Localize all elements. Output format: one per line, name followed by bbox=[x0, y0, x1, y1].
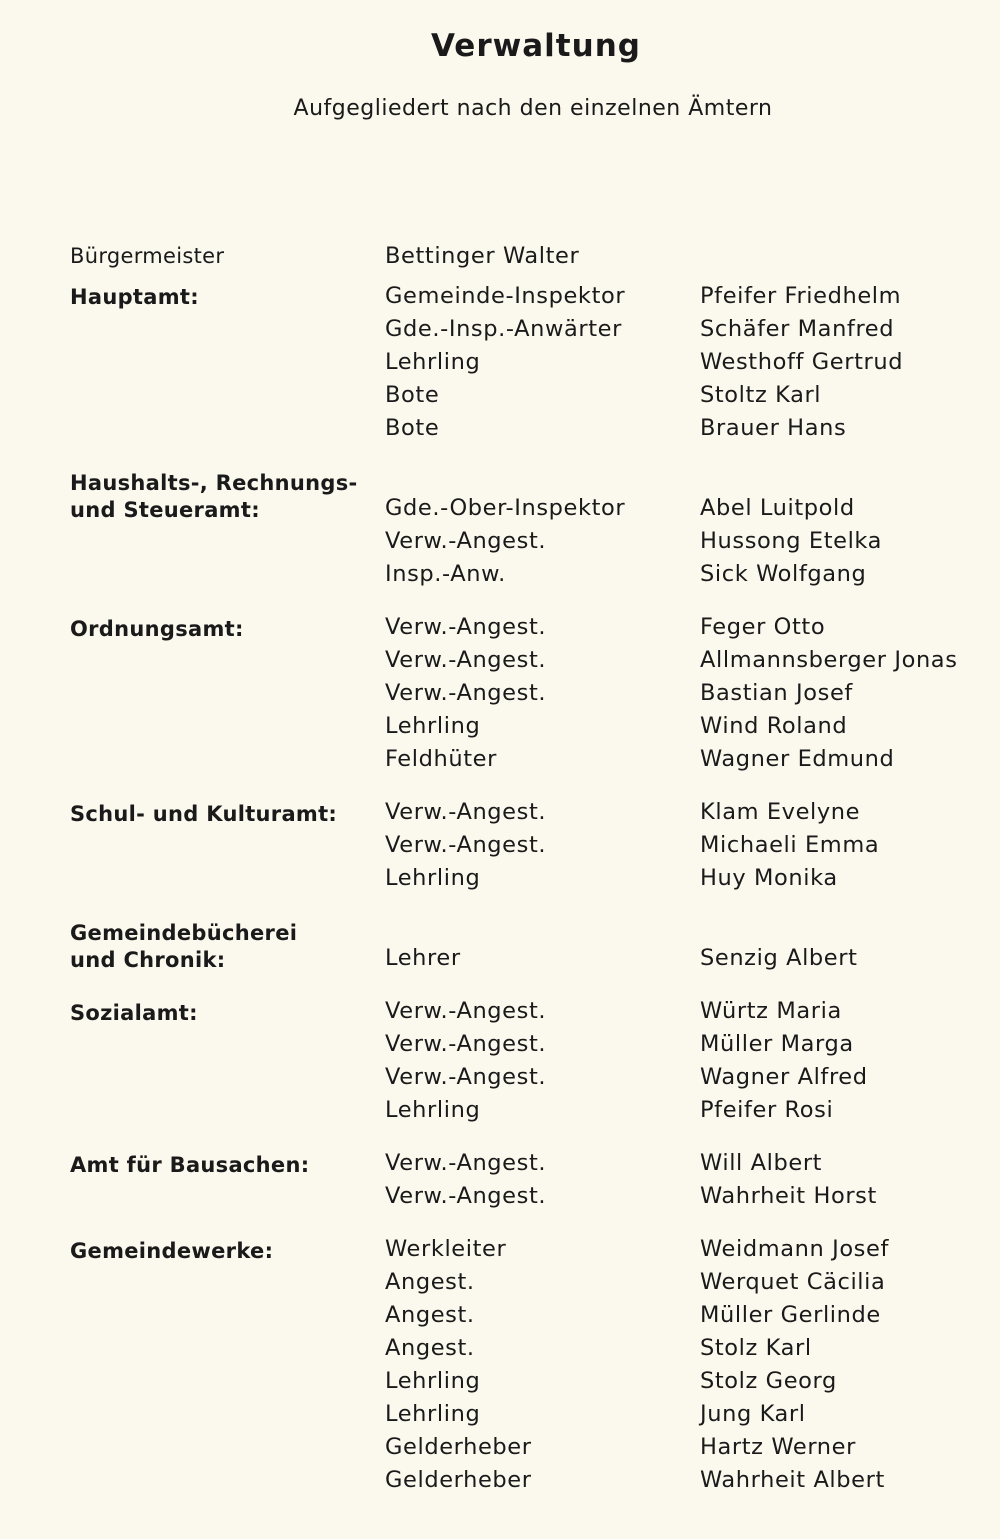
staff-position: Insp.-Anw. bbox=[385, 561, 506, 587]
staff-name: Würtz Maria bbox=[700, 998, 842, 1024]
staff-position: Angest. bbox=[385, 1335, 475, 1361]
staff-name: Pfeifer Friedhelm bbox=[700, 283, 902, 309]
staff-name: Weidmann Josef bbox=[700, 1236, 889, 1262]
department-label-line: und Steueramt: bbox=[70, 498, 260, 522]
staff-name: Feger Otto bbox=[700, 614, 826, 640]
department-label bbox=[70, 616, 370, 643]
staff-position: Gde.-Ober-Inspektor bbox=[385, 495, 626, 521]
staff-name: Pfeifer Rosi bbox=[700, 1097, 834, 1123]
department-label-line: Amt für Bausachen: bbox=[70, 1153, 310, 1177]
staff-position: Verw.-Angest. bbox=[385, 998, 547, 1024]
staff-name: Klam Evelyne bbox=[700, 799, 861, 825]
staff-name: Michaeli Emma bbox=[700, 832, 880, 858]
staff-name: Huy Monika bbox=[700, 865, 838, 891]
staff-name: Stolz Georg bbox=[700, 1368, 837, 1394]
staff-position: Verw.-Angest. bbox=[385, 614, 547, 640]
staff-position: Lehrling bbox=[385, 349, 481, 375]
department-label bbox=[70, 1000, 370, 1027]
department-label-line: Haushalts-, Rechnungs- bbox=[70, 471, 358, 495]
staff-name: Wahrheit Horst bbox=[700, 1183, 877, 1209]
department-label bbox=[70, 470, 370, 524]
staff-position: Verw.-Angest. bbox=[385, 528, 547, 554]
staff-position: Gde.-Insp.-Anwärter bbox=[385, 316, 622, 342]
staff-position: Lehrling bbox=[385, 1368, 481, 1394]
department-label-line: Gemeindewerke: bbox=[70, 1239, 274, 1263]
staff-name: Westhoff Gertrud bbox=[700, 349, 904, 375]
staff-position: Verw.-Angest. bbox=[385, 1183, 547, 1209]
staff-name: Abel Luitpold bbox=[700, 495, 855, 521]
staff-name: Hartz Werner bbox=[700, 1434, 856, 1460]
department-label bbox=[70, 1238, 370, 1265]
staff-position: Verw.-Angest. bbox=[385, 1150, 547, 1176]
staff-position: Verw.-Angest. bbox=[385, 680, 547, 706]
staff-name: Stoltz Karl bbox=[700, 382, 822, 408]
mayor-name: Bettinger Walter bbox=[385, 243, 580, 269]
staff-name: Wagner Alfred bbox=[700, 1064, 868, 1090]
staff-name: Jung Karl bbox=[700, 1401, 806, 1427]
staff-name: Schäfer Manfred bbox=[700, 316, 895, 342]
department-label-line: Ordnungsamt: bbox=[70, 617, 244, 641]
department-label-line: Sozialamt: bbox=[70, 1001, 198, 1025]
staff-name: Wahrheit Albert bbox=[700, 1467, 885, 1493]
staff-name: Hussong Etelka bbox=[700, 528, 883, 554]
staff-position: Werkleiter bbox=[385, 1236, 507, 1262]
department-label-line: Gemeindebücherei bbox=[70, 921, 298, 945]
department-label bbox=[70, 920, 370, 974]
staff-name: Will Albert bbox=[700, 1150, 823, 1176]
department-label bbox=[70, 801, 370, 828]
staff-name: Werquet Cäcilia bbox=[700, 1269, 886, 1295]
department-label-line: Schul- und Kulturamt: bbox=[70, 802, 338, 826]
staff-position: Verw.-Angest. bbox=[385, 1064, 547, 1090]
staff-position: Feldhüter bbox=[385, 746, 497, 772]
staff-position: Bote bbox=[385, 382, 440, 408]
staff-name: Senzig Albert bbox=[700, 945, 858, 971]
staff-name: Stolz Karl bbox=[700, 1335, 812, 1361]
department-label bbox=[70, 284, 370, 311]
staff-position: Verw.-Angest. bbox=[385, 832, 547, 858]
mayor-label: Bürgermeister bbox=[70, 244, 225, 268]
staff-position: Angest. bbox=[385, 1302, 475, 1328]
page-subtitle: Aufgegliedert nach den einzelnen Ämtern bbox=[293, 96, 773, 121]
department-label bbox=[70, 1152, 370, 1179]
staff-name: Wagner Edmund bbox=[700, 746, 895, 772]
staff-position: Gemeinde-Inspektor bbox=[385, 283, 626, 309]
staff-name: Bastian Josef bbox=[700, 680, 853, 706]
staff-name: Müller Gerlinde bbox=[700, 1302, 881, 1328]
staff-position: Gelderheber bbox=[385, 1467, 532, 1493]
staff-position: Angest. bbox=[385, 1269, 475, 1295]
page-title: Verwaltung bbox=[431, 28, 641, 64]
staff-name: Wind Roland bbox=[700, 713, 848, 739]
staff-name: Brauer Hans bbox=[700, 415, 847, 441]
staff-position: Gelderheber bbox=[385, 1434, 532, 1460]
staff-position: Lehrling bbox=[385, 865, 481, 891]
staff-name: Sick Wolfgang bbox=[700, 561, 867, 587]
department-label-line: und Chronik: bbox=[70, 948, 226, 972]
staff-position: Lehrling bbox=[385, 713, 481, 739]
staff-position: Lehrling bbox=[385, 1401, 481, 1427]
staff-position: Verw.-Angest. bbox=[385, 647, 547, 673]
staff-position: Lehrer bbox=[385, 945, 461, 971]
staff-position: Bote bbox=[385, 415, 440, 441]
staff-name: Müller Marga bbox=[700, 1031, 854, 1057]
staff-name: Allmannsberger Jonas bbox=[700, 647, 958, 673]
department-label-line: Hauptamt: bbox=[70, 285, 199, 309]
staff-position: Verw.-Angest. bbox=[385, 1031, 547, 1057]
staff-position: Lehrling bbox=[385, 1097, 481, 1123]
staff-position: Verw.-Angest. bbox=[385, 799, 547, 825]
